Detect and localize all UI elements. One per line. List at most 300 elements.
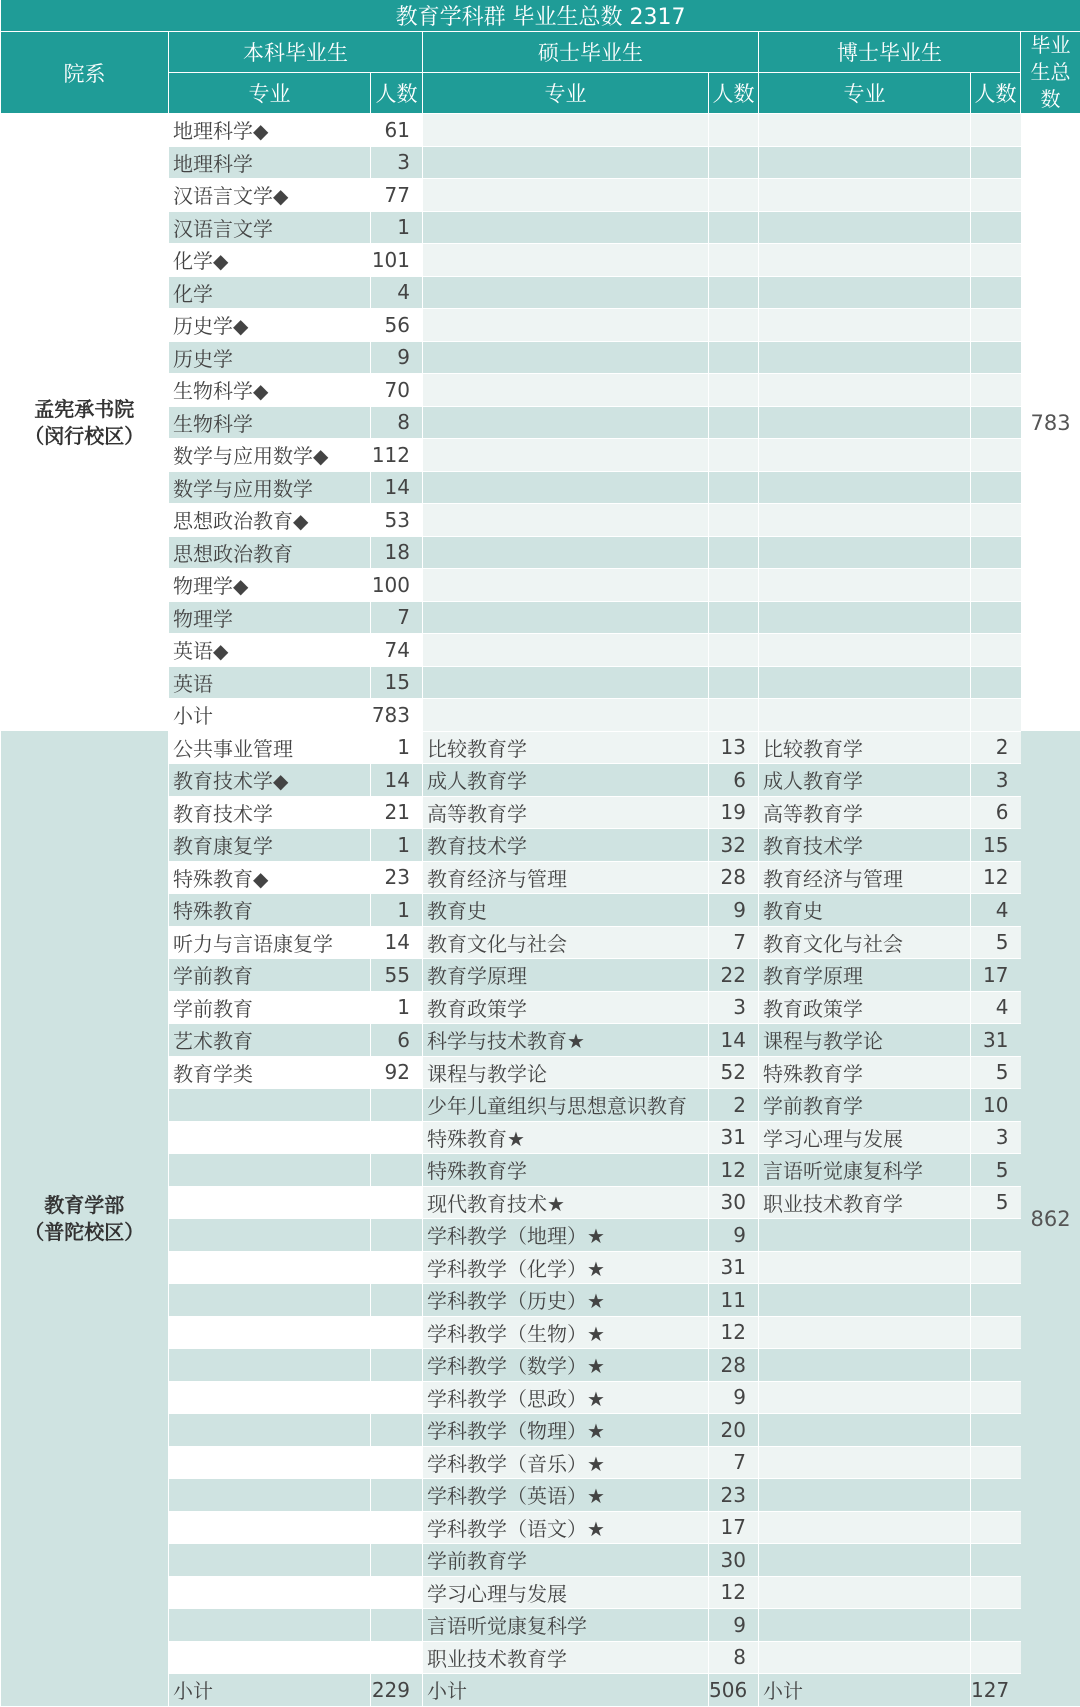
master-major: 特殊教育学	[423, 1154, 709, 1187]
bachelor-major	[169, 1284, 371, 1317]
phd-count	[971, 1349, 1021, 1382]
phd-count	[971, 699, 1021, 732]
master-major	[423, 601, 709, 634]
bachelor-count	[371, 1641, 423, 1674]
phd-major	[759, 179, 971, 212]
phd-count	[971, 634, 1021, 667]
bachelor-major	[169, 1414, 371, 1447]
phd-major	[759, 601, 971, 634]
master-count: 30	[709, 1186, 759, 1219]
phd-major: 职业技术教育学	[759, 1186, 971, 1219]
master-major: 小计	[423, 1674, 709, 1707]
bachelor-major	[169, 1381, 371, 1414]
phd-count	[971, 536, 1021, 569]
bachelor-major: 教育技术学◆	[169, 764, 371, 797]
master-count: 17	[709, 1511, 759, 1544]
bachelor-major	[169, 1251, 371, 1284]
master-count: 14	[709, 1024, 759, 1057]
master-count: 9	[709, 1219, 759, 1252]
phd-count	[971, 179, 1021, 212]
phd-major: 高等教育学	[759, 796, 971, 829]
master-count: 506	[709, 1674, 759, 1707]
master-count: 12	[709, 1316, 759, 1349]
master-major	[423, 634, 709, 667]
bachelor-major	[169, 1316, 371, 1349]
master-count	[709, 211, 759, 244]
master-major	[423, 276, 709, 309]
bachelor-major: 历史学◆	[169, 309, 371, 342]
bachelor-count: 101	[371, 244, 423, 277]
bachelor-major: 特殊教育	[169, 894, 371, 927]
phd-major: 成人教育学	[759, 764, 971, 797]
bachelor-major: 思想政治教育	[169, 536, 371, 569]
phd-count	[971, 341, 1021, 374]
phd-count	[971, 666, 1021, 699]
bachelor-major	[169, 1446, 371, 1479]
group-total: 862	[1021, 731, 1080, 1706]
bachelor-count: 112	[371, 439, 423, 472]
phd-count	[971, 1479, 1021, 1512]
master-major: 教育学原理	[423, 959, 709, 992]
master-major: 少年儿童组织与思想意识教育	[423, 1089, 709, 1122]
phd-major	[759, 471, 971, 504]
phd-major: 学习心理与发展	[759, 1121, 971, 1154]
bachelor-count	[371, 1609, 423, 1642]
bachelor-major: 特殊教育◆	[169, 861, 371, 894]
phd-major	[759, 1284, 971, 1317]
phd-count	[971, 1576, 1021, 1609]
table-row	[1, 731, 1080, 764]
master-major: 教育政策学	[423, 991, 709, 1024]
phd-major: 比较教育学	[759, 731, 971, 764]
bachelor-major	[169, 1154, 371, 1187]
master-count	[709, 374, 759, 407]
master-major	[423, 114, 709, 147]
header-master: 硕士毕业生	[423, 32, 759, 73]
phd-major: 学前教育学	[759, 1089, 971, 1122]
phd-major	[759, 276, 971, 309]
bachelor-count: 100	[371, 569, 423, 602]
bachelor-count: 7	[371, 601, 423, 634]
phd-count: 127	[971, 1674, 1021, 1707]
phd-major	[759, 146, 971, 179]
master-major	[423, 341, 709, 374]
dept-cell	[1, 731, 169, 1706]
master-major: 学科教学（语文）★	[423, 1511, 709, 1544]
phd-major: 课程与教学论	[759, 1024, 971, 1057]
master-count	[709, 179, 759, 212]
master-major: 学科教学（物理）★	[423, 1414, 709, 1447]
master-count: 19	[709, 796, 759, 829]
phd-count: 2	[971, 731, 1021, 764]
phd-major	[759, 309, 971, 342]
bachelor-major: 汉语言文学	[169, 211, 371, 244]
bachelor-count	[371, 1089, 423, 1122]
phd-count: 3	[971, 1121, 1021, 1154]
master-major: 高等教育学	[423, 796, 709, 829]
bachelor-major: 物理学	[169, 601, 371, 634]
master-count: 9	[709, 1381, 759, 1414]
dept-campus: （闵行校区）	[1, 423, 169, 450]
master-count	[709, 114, 759, 147]
master-major: 特殊教育★	[423, 1121, 709, 1154]
phd-count	[971, 1381, 1021, 1414]
phd-major	[759, 536, 971, 569]
phd-major	[759, 1479, 971, 1512]
phd-count	[971, 1641, 1021, 1674]
master-count: 12	[709, 1154, 759, 1187]
phd-major	[759, 666, 971, 699]
phd-major: 小计	[759, 1674, 971, 1707]
table-row	[1, 114, 1080, 147]
master-major: 言语听觉康复科学	[423, 1609, 709, 1642]
phd-count: 5	[971, 1186, 1021, 1219]
master-count: 32	[709, 829, 759, 862]
table-title: 教育学科群 毕业生总数 2317	[1, 0, 1080, 32]
bachelor-count	[371, 1154, 423, 1187]
phd-count: 5	[971, 1056, 1021, 1089]
bachelor-major: 化学	[169, 276, 371, 309]
bachelor-count	[371, 1284, 423, 1317]
bachelor-major: 小计	[169, 1674, 371, 1707]
phd-major: 教育技术学	[759, 829, 971, 862]
master-count: 23	[709, 1479, 759, 1512]
bachelor-major	[169, 1511, 371, 1544]
bachelor-count: 15	[371, 666, 423, 699]
phd-count	[971, 1251, 1021, 1284]
phd-major	[759, 406, 971, 439]
master-major: 学科教学（地理）★	[423, 1219, 709, 1252]
master-count	[709, 601, 759, 634]
master-count	[709, 666, 759, 699]
master-major: 学科教学（生物）★	[423, 1316, 709, 1349]
bachelor-major: 生物科学	[169, 406, 371, 439]
master-count	[709, 504, 759, 537]
phd-count: 3	[971, 764, 1021, 797]
bachelor-major: 历史学	[169, 341, 371, 374]
phd-major	[759, 244, 971, 277]
master-major	[423, 406, 709, 439]
bachelor-major	[169, 1121, 371, 1154]
phd-major	[759, 439, 971, 472]
master-count: 28	[709, 1349, 759, 1382]
master-count: 2	[709, 1089, 759, 1122]
bachelor-major: 教育康复学	[169, 829, 371, 862]
bachelor-count	[371, 1219, 423, 1252]
phd-count: 4	[971, 894, 1021, 927]
bachelor-major	[169, 1576, 371, 1609]
bachelor-count: 6	[371, 1024, 423, 1057]
dept-name: 孟宪承书院	[1, 396, 169, 423]
phd-count	[971, 1414, 1021, 1447]
phd-count: 31	[971, 1024, 1021, 1057]
bachelor-count	[371, 1479, 423, 1512]
bachelor-major: 英语	[169, 666, 371, 699]
phd-major	[759, 1414, 971, 1447]
phd-count	[971, 374, 1021, 407]
bachelor-count: 56	[371, 309, 423, 342]
master-major: 职业技术教育学	[423, 1641, 709, 1674]
bachelor-major: 学前教育	[169, 991, 371, 1024]
bachelor-major: 数学与应用数学◆	[169, 439, 371, 472]
phd-count: 17	[971, 959, 1021, 992]
bachelor-count: 229	[371, 1674, 423, 1707]
master-count: 3	[709, 991, 759, 1024]
phd-count: 12	[971, 861, 1021, 894]
phd-major	[759, 114, 971, 147]
header-bachelor: 本科毕业生	[169, 32, 423, 73]
master-count	[709, 634, 759, 667]
bachelor-count: 92	[371, 1056, 423, 1089]
phd-count: 10	[971, 1089, 1021, 1122]
bachelor-major: 艺术教育	[169, 1024, 371, 1057]
bachelor-major	[169, 1479, 371, 1512]
bachelor-count: 14	[371, 471, 423, 504]
master-major: 学习心理与发展	[423, 1576, 709, 1609]
phd-major: 教育经济与管理	[759, 861, 971, 894]
master-count: 6	[709, 764, 759, 797]
bachelor-major: 思想政治教育◆	[169, 504, 371, 537]
master-count	[709, 341, 759, 374]
master-major	[423, 666, 709, 699]
bachelor-count: 53	[371, 504, 423, 537]
bachelor-count: 23	[371, 861, 423, 894]
bachelor-count	[371, 1121, 423, 1154]
phd-count	[971, 1446, 1021, 1479]
phd-count	[971, 244, 1021, 277]
bachelor-count	[371, 1511, 423, 1544]
header-phd-count: 人数	[971, 73, 1021, 114]
dept-cell	[1, 114, 169, 732]
phd-count	[971, 406, 1021, 439]
bachelor-count	[371, 1576, 423, 1609]
master-count	[709, 439, 759, 472]
bachelor-major: 地理科学◆	[169, 114, 371, 147]
bachelor-count	[371, 1446, 423, 1479]
dept-name: 教育学部	[1, 1192, 169, 1219]
master-count: 30	[709, 1544, 759, 1577]
master-major	[423, 504, 709, 537]
master-major: 学前教育学	[423, 1544, 709, 1577]
bachelor-count: 1	[371, 991, 423, 1024]
master-count	[709, 699, 759, 732]
table-body	[1, 114, 1080, 1707]
master-major: 学科教学（英语）★	[423, 1479, 709, 1512]
header-phd-major: 专业	[759, 73, 971, 114]
master-major	[423, 211, 709, 244]
phd-major	[759, 1381, 971, 1414]
phd-count: 5	[971, 926, 1021, 959]
phd-count	[971, 439, 1021, 472]
bachelor-major: 学前教育	[169, 959, 371, 992]
master-major	[423, 439, 709, 472]
phd-major	[759, 1576, 971, 1609]
phd-count	[971, 1511, 1021, 1544]
master-major	[423, 374, 709, 407]
bachelor-count: 61	[371, 114, 423, 147]
bachelor-major: 英语◆	[169, 634, 371, 667]
bachelor-count: 4	[371, 276, 423, 309]
bachelor-major: 公共事业管理	[169, 731, 371, 764]
master-count	[709, 569, 759, 602]
phd-count	[971, 1609, 1021, 1642]
phd-count: 15	[971, 829, 1021, 862]
bachelor-count: 9	[371, 341, 423, 374]
phd-major	[759, 1641, 971, 1674]
bachelor-count: 1	[371, 829, 423, 862]
header-phd: 博士毕业生	[759, 32, 1021, 73]
header-total: 毕业生总数	[1021, 32, 1080, 114]
phd-count	[971, 471, 1021, 504]
phd-major	[759, 1544, 971, 1577]
master-major: 成人教育学	[423, 764, 709, 797]
bachelor-count: 77	[371, 179, 423, 212]
master-count	[709, 146, 759, 179]
master-major	[423, 244, 709, 277]
master-count: 8	[709, 1641, 759, 1674]
header-master-count: 人数	[709, 73, 759, 114]
master-major: 教育技术学	[423, 829, 709, 862]
phd-count	[971, 146, 1021, 179]
phd-major	[759, 1316, 971, 1349]
bachelor-major	[169, 1544, 371, 1577]
master-count: 7	[709, 1446, 759, 1479]
phd-major	[759, 1219, 971, 1252]
phd-count	[971, 1544, 1021, 1577]
bachelor-count: 1	[371, 731, 423, 764]
phd-count: 4	[971, 991, 1021, 1024]
phd-major: 教育政策学	[759, 991, 971, 1024]
phd-major	[759, 1251, 971, 1284]
phd-count	[971, 1316, 1021, 1349]
bachelor-major	[169, 1349, 371, 1382]
master-count: 9	[709, 894, 759, 927]
master-count: 12	[709, 1576, 759, 1609]
bachelor-count: 783	[371, 699, 423, 732]
master-count	[709, 471, 759, 504]
master-count: 7	[709, 926, 759, 959]
bachelor-major	[169, 1219, 371, 1252]
bachelor-count: 14	[371, 764, 423, 797]
phd-major	[759, 1511, 971, 1544]
master-count: 11	[709, 1284, 759, 1317]
master-major	[423, 179, 709, 212]
bachelor-count: 55	[371, 959, 423, 992]
bachelor-major: 生物科学◆	[169, 374, 371, 407]
bachelor-major	[169, 1089, 371, 1122]
master-count: 52	[709, 1056, 759, 1089]
phd-major	[759, 211, 971, 244]
master-major	[423, 146, 709, 179]
bachelor-count: 1	[371, 894, 423, 927]
bachelor-major	[169, 1609, 371, 1642]
bachelor-count: 3	[371, 146, 423, 179]
bachelor-major: 物理学◆	[169, 569, 371, 602]
master-major: 现代教育技术★	[423, 1186, 709, 1219]
bachelor-major: 汉语言文学◆	[169, 179, 371, 212]
master-count	[709, 309, 759, 342]
master-major	[423, 536, 709, 569]
phd-major	[759, 374, 971, 407]
phd-major	[759, 341, 971, 374]
master-major: 教育史	[423, 894, 709, 927]
master-major: 教育文化与社会	[423, 926, 709, 959]
header-bachelor-count: 人数	[371, 73, 423, 114]
master-major: 科学与技术教育★	[423, 1024, 709, 1057]
master-major: 教育经济与管理	[423, 861, 709, 894]
master-major: 课程与教学论	[423, 1056, 709, 1089]
phd-major: 教育学原理	[759, 959, 971, 992]
master-major: 学科教学（历史）★	[423, 1284, 709, 1317]
bachelor-major: 教育技术学	[169, 796, 371, 829]
phd-major: 教育史	[759, 894, 971, 927]
bachelor-count	[371, 1316, 423, 1349]
bachelor-count: 74	[371, 634, 423, 667]
master-major: 学科教学（数学）★	[423, 1349, 709, 1382]
phd-count	[971, 276, 1021, 309]
master-count	[709, 406, 759, 439]
bachelor-major	[169, 1641, 371, 1674]
bachelor-count: 14	[371, 926, 423, 959]
master-major	[423, 569, 709, 602]
bachelor-major: 小计	[169, 699, 371, 732]
master-count	[709, 536, 759, 569]
master-count: 28	[709, 861, 759, 894]
master-count: 22	[709, 959, 759, 992]
master-count: 31	[709, 1121, 759, 1154]
bachelor-count	[371, 1349, 423, 1382]
group-total: 783	[1021, 114, 1080, 732]
master-count: 20	[709, 1414, 759, 1447]
phd-count	[971, 504, 1021, 537]
bachelor-count	[371, 1544, 423, 1577]
bachelor-major: 数学与应用数学	[169, 471, 371, 504]
header-bachelor-major: 专业	[169, 73, 371, 114]
phd-count	[971, 211, 1021, 244]
master-major: 学科教学（思政）★	[423, 1381, 709, 1414]
bachelor-count	[371, 1414, 423, 1447]
phd-major	[759, 504, 971, 537]
bachelor-count	[371, 1381, 423, 1414]
bachelor-major	[169, 1186, 371, 1219]
bachelor-major: 听力与言语康复学	[169, 926, 371, 959]
phd-count	[971, 114, 1021, 147]
master-major: 学科教学（化学）★	[423, 1251, 709, 1284]
master-major	[423, 699, 709, 732]
phd-major	[759, 569, 971, 602]
phd-count: 5	[971, 1154, 1021, 1187]
bachelor-major: 教育学类	[169, 1056, 371, 1089]
bachelor-major: 化学◆	[169, 244, 371, 277]
phd-major: 教育文化与社会	[759, 926, 971, 959]
phd-major: 特殊教育学	[759, 1056, 971, 1089]
phd-count	[971, 309, 1021, 342]
master-count	[709, 244, 759, 277]
master-major	[423, 309, 709, 342]
header-master-major: 专业	[423, 73, 709, 114]
master-major: 比较教育学	[423, 731, 709, 764]
phd-major	[759, 1609, 971, 1642]
bachelor-count: 18	[371, 536, 423, 569]
master-count	[709, 276, 759, 309]
phd-count	[971, 1284, 1021, 1317]
phd-count: 6	[971, 796, 1021, 829]
phd-count	[971, 1219, 1021, 1252]
bachelor-count	[371, 1186, 423, 1219]
dept-campus: （普陀校区）	[1, 1219, 169, 1246]
bachelor-count: 21	[371, 796, 423, 829]
master-count: 31	[709, 1251, 759, 1284]
